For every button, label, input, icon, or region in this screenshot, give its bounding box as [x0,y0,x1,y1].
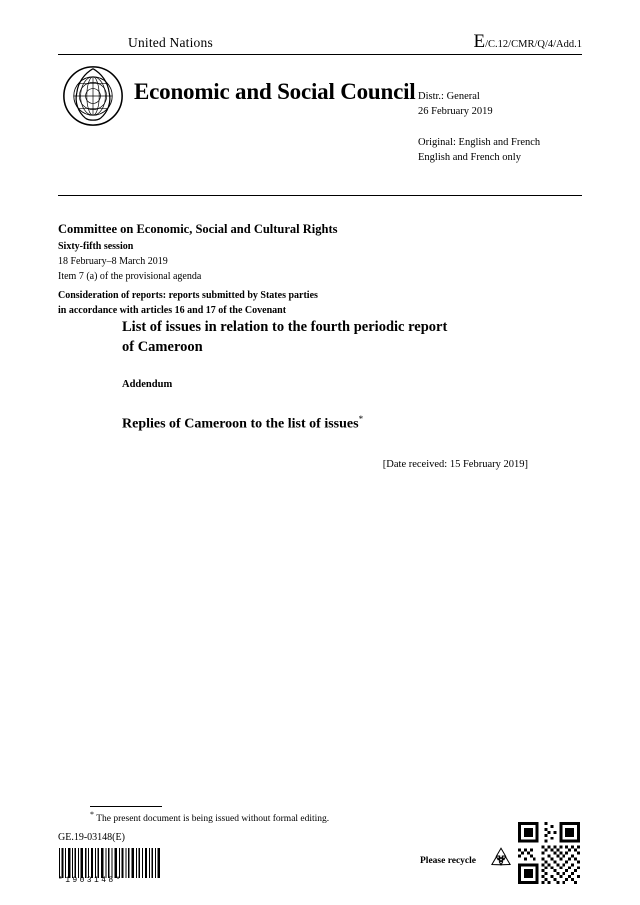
document-title-line1: List of issues in relation to the fourth periodic report [122,319,448,335]
title-block [122,318,542,470]
document-title [122,318,542,357]
ge-code: GE.19-03148(E) [58,832,125,843]
body-name: Economic and Social Council [134,79,416,104]
distribution-date: 26 February 2019 [418,106,493,118]
consideration-of-reports: Consideration of reports: reports submitted by States parties [58,289,318,301]
document-symbol-suffix: /C.12/CMR/Q/4/Add.1 [485,39,582,50]
date-received: [Date received: 15 February 2019] [382,458,528,470]
masthead-body [58,55,582,196]
document-symbol [474,32,582,51]
replies-title-text: Replies of Cameroon to the list of issues [122,416,359,432]
original-language-block [418,135,540,165]
qr-code [518,822,580,884]
masthead-top-row [58,32,582,55]
barcode-number: *1903148* [58,876,123,885]
footnote-separator [90,806,162,807]
committee-session: Sixty-fifth session [58,240,134,252]
distribution-label: Distr.: General [418,91,480,102]
replies-title [122,414,542,433]
recycle-label: Please recycle [420,856,476,866]
footnote-text: The present document is being issued without formal editing. [96,814,330,825]
covenant-articles: in accordance with articles 16 and 17 of the Covenant [58,304,287,316]
original-language: Original: English and French [418,137,541,148]
committee-block [58,220,582,318]
addendum-label: Addendum [122,379,173,391]
committee-name: Committee on Economic, Social and Cultural Rights [58,222,338,236]
organization-name: United Nations [128,35,213,50]
recycle-icon [488,845,514,871]
agenda-item: Item 7 (a) of the provisional agenda [58,270,202,282]
document-symbol-prefix: E [473,31,486,52]
footnote-marker: * [90,810,94,819]
document-title-line2: of Cameroon [122,338,203,355]
barcode [58,848,162,878]
replies-footnote-marker: * [358,414,364,425]
distribution-block [418,89,493,119]
masthead [58,32,582,196]
original-language-only: English and French only [418,152,521,164]
footnote [90,810,329,824]
un-emblem-icon [62,65,124,127]
committee-session-dates: 18 February–8 March 2019 [58,255,168,267]
